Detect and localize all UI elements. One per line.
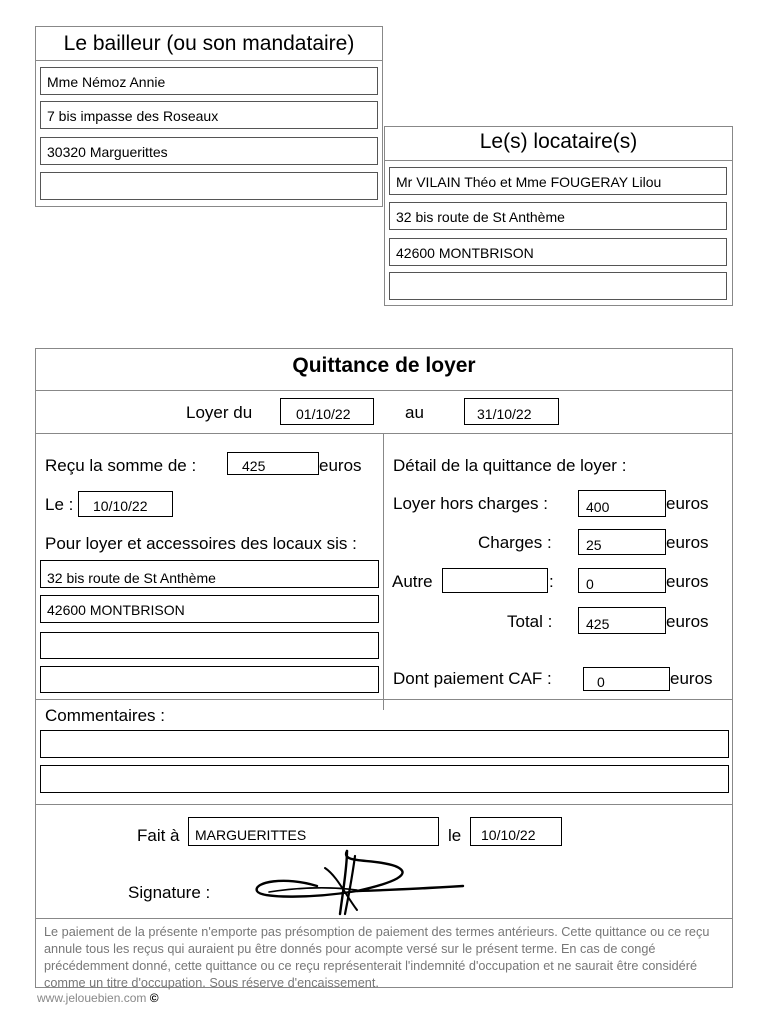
comments-label: Commentaires : [45,706,165,725]
landlord-name-field[interactable]: Mme Némoz Annie [40,67,378,95]
column-divider [383,433,384,710]
received-amount-field[interactable]: 425 [227,452,319,475]
title-divider [36,390,732,391]
period-divider [36,433,732,434]
caf-field[interactable]: 0 [583,667,670,691]
premises-label: Pour loyer et accessoires des locaux sis : [45,534,357,553]
premises-address-field[interactable]: 32 bis route de St Anthème [40,560,379,588]
landlord-city-field[interactable]: 30320 Marguerittes [40,137,378,165]
rent-label: Loyer hors charges : [393,494,548,513]
date-label: Le : [45,495,74,514]
landlord-extra-field[interactable] [40,172,378,200]
date-field[interactable]: 10/10/22 [78,491,173,517]
detail-title: Détail de la quittance de loyer : [393,456,627,475]
tenant-divider [385,160,732,161]
premises-extra-field-1[interactable] [40,632,379,659]
rent-field[interactable]: 400 [578,490,666,517]
premises-city-field[interactable]: 42600 MONTBRISON [40,595,379,623]
period-to-label: au [405,403,424,422]
charges-unit: euros [666,533,709,552]
period-from-field[interactable]: 01/10/22 [280,398,374,425]
period-from-label: Loyer du [186,403,253,422]
done-date-field[interactable]: 10/10/22 [470,817,562,846]
landlord-title: Le bailleur (ou son mandataire) [63,32,355,55]
other-name-field[interactable] [442,568,548,593]
other-amount-field[interactable]: 0 [578,568,666,593]
charges-field[interactable]: 25 [578,529,666,555]
period-to-field[interactable]: 31/10/22 [464,398,559,425]
place-field[interactable]: MARGUERITTES [188,817,439,846]
footer-site-link[interactable]: www.jelouebien.com [37,991,147,1005]
tenant-title: Le(s) locataire(s) [479,130,638,153]
done-date-label: le [448,826,462,845]
tenant-address-field[interactable]: 32 bis route de St Anthème [389,202,727,230]
comments-field-2[interactable] [40,765,729,793]
premises-extra-field-2[interactable] [40,666,379,693]
columns-bottom-divider [36,699,732,700]
receipt-title: Quittance de loyer [292,354,476,377]
other-unit: euros [666,572,709,591]
signature-drawing [245,846,475,918]
total-unit: euros [666,612,709,631]
landlord-divider [36,60,382,61]
tenant-extra-field[interactable] [389,272,727,300]
place-label: Fait à [137,826,180,845]
disclaimer-text: Le paiement de la présente n'emporte pas présomption de paiement des termes antérieurs. Cette quittance ou ce reçu annule tous les reçus qui auraient pu être donnés pour acompte versé sur le présent terme. En cas de congé précédemment donné, cette quittance ou ce reçu représenterait l'indemnité d'occupation et ne saurait être considéré comme un titre d'occupation. Sous réserve d'encaissement. [44,925,710,990]
other-label: Autre [392,572,433,591]
caf-unit: euros [670,669,713,688]
charges-label: Charges : [478,533,552,552]
tenant-city-field[interactable]: 42600 MONTBRISON [389,238,727,266]
received-label: Reçu la somme de : [45,456,197,475]
landlord-panel [35,26,383,207]
total-field[interactable]: 425 [578,607,666,634]
tenant-name-field[interactable]: Mr VILAIN Théo et Mme FOUGERAY Lilou [389,167,727,195]
comments-divider [36,804,732,805]
copyright-icon: © [149,991,159,1005]
comments-field-1[interactable] [40,730,729,758]
landlord-address-field[interactable]: 7 bis impasse des Roseaux [40,101,378,129]
disclaimer-divider [36,918,732,919]
total-label: Total : [507,612,553,631]
footer [37,991,159,1005]
signature-label: Signature : [128,883,211,902]
tenant-panel [384,126,733,306]
received-unit: euros [319,456,362,475]
rent-unit: euros [666,494,709,513]
other-colon: : [549,572,554,591]
caf-label: Dont paiement CAF : [393,669,552,688]
